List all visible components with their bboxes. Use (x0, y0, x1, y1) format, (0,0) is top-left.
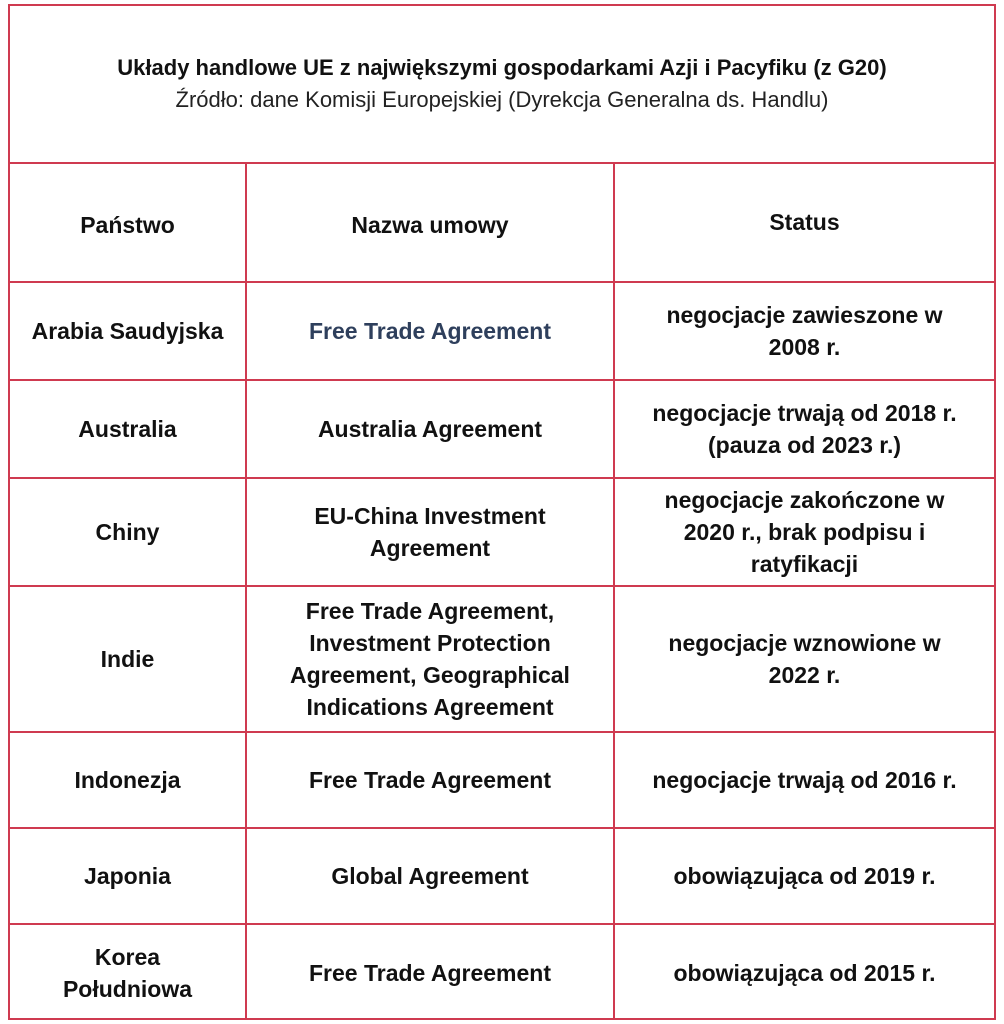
cell-country: Indie (10, 586, 246, 732)
cell-agreement: Free Trade Agreement, Investment Protection Agreement, Geographical Indications Agreement (246, 586, 614, 732)
page-title: Układy handlowe UE z największymi gospodarkami Azji i Pacyfiku (z G20) (117, 55, 887, 80)
cell-status: negocjacje zakończone w 2020 r., brak podpisu i ratyfikacji (614, 478, 994, 586)
column-header-agreement: Nazwa umowy (246, 164, 614, 282)
source-note: Źródło: dane Komisji Europejskiej (Dyrekcja Generalna ds. Handlu) (175, 87, 829, 112)
table-header-row (10, 164, 994, 282)
cell-status: obowiązująca od 2019 r. (614, 828, 994, 924)
cell-status: negocjacje trwają od 2016 r. (614, 732, 994, 828)
cell-country: Korea Południowa (10, 924, 246, 1020)
cell-country: Japonia (10, 828, 246, 924)
cell-agreement: Free Trade Agreement (246, 732, 614, 828)
column-header-status: Status (614, 164, 994, 282)
title-box (10, 6, 994, 164)
cell-agreement[interactable]: Free Trade Agreement (246, 282, 614, 380)
table-frame (8, 4, 996, 1020)
table-row (10, 924, 994, 1020)
cell-status: negocjacje wznowione w 2022 r. (614, 586, 994, 732)
column-header-country: Państwo (10, 164, 246, 282)
table-row (10, 380, 994, 478)
table-row (10, 478, 994, 586)
agreements-table (10, 164, 994, 1020)
cell-agreement: Free Trade Agreement (246, 924, 614, 1020)
table-row (10, 828, 994, 924)
cell-country: Arabia Saudyjska (10, 282, 246, 380)
cell-country: Indonezja (10, 732, 246, 828)
cell-country: Chiny (10, 478, 246, 586)
cell-agreement: EU-China Investment Agreement (246, 478, 614, 586)
cell-agreement: Global Agreement (246, 828, 614, 924)
table-row (10, 586, 994, 732)
cell-status: negocjacje trwają od 2018 r. (pauza od 2023 r.) (614, 380, 994, 478)
cell-status: obowiązująca od 2015 r. (614, 924, 994, 1020)
table-row (10, 732, 994, 828)
cell-status: negocjacje zawieszone w 2008 r. (614, 282, 994, 380)
cell-country: Australia (10, 380, 246, 478)
table-row (10, 282, 994, 380)
cell-agreement: Australia Agreement (246, 380, 614, 478)
